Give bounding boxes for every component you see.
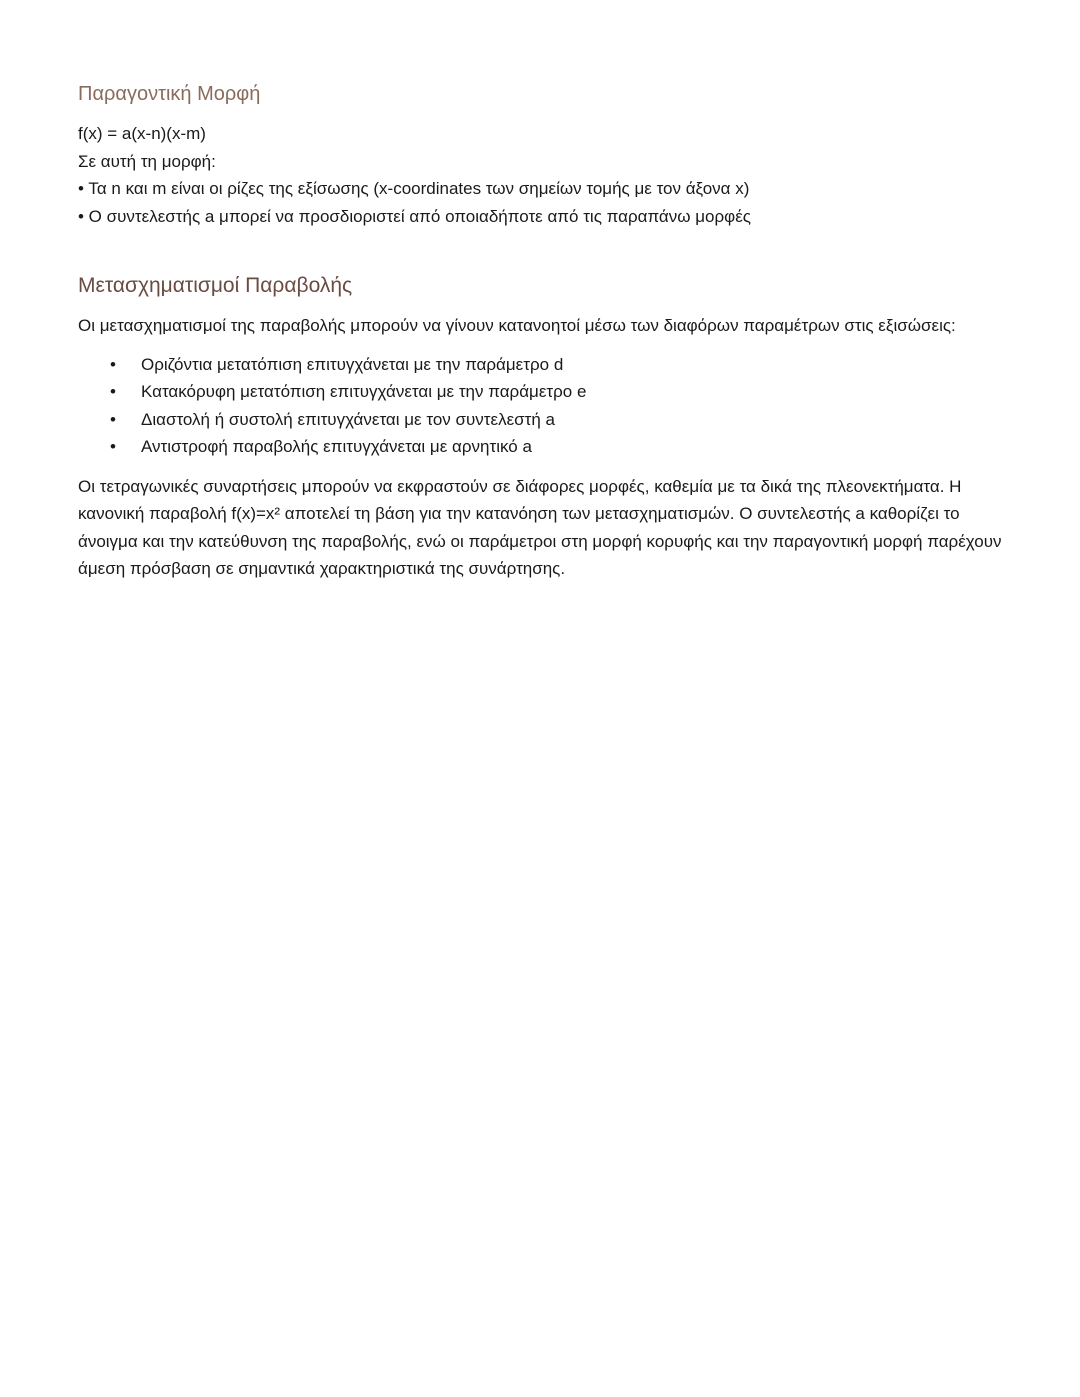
- list-item: [78, 378, 1008, 406]
- factored-form-intro: Σε αυτή τη μορφή:: [78, 151, 216, 171]
- factored-form-formula: f(x) = a(x-n)(x-m): [78, 124, 206, 143]
- list-item: [78, 406, 1008, 434]
- transformations-intro: Οι μετασχηματισμοί της παραβολής μπορούν να γίνουν κατανοητοί μέσω των διαφόρων παραμέτρων στις εξισώσεις:: [78, 316, 956, 335]
- list-item-text: Διαστολή ή συστολή επιτυγχάνεται με τον συντελεστή a: [141, 409, 556, 429]
- bullet-icon: •: [110, 409, 116, 429]
- factored-form-point-roots: • Τα n και m είναι οι ρίζες της εξίσωσης (x-coordinates των σημείων τομής με τον άξονα x): [78, 179, 750, 198]
- bullet-icon: •: [110, 382, 116, 401]
- factored-form-section: [78, 80, 1008, 230]
- list-item-text: Κατακόρυφη μετατόπιση επιτυγχάνεται με την παράμετρο e: [141, 382, 587, 401]
- bullet-icon: •: [110, 437, 116, 456]
- document-page: [78, 78, 1008, 583]
- list-item-text: Αντιστροφή παραβολής επιτυγχάνεται με αρνητικό a: [141, 437, 532, 456]
- list-item-text: Οριζόντια μετατόπιση επιτυγχάνεται με την παράμετρο d: [141, 354, 564, 374]
- bullet-icon: •: [110, 354, 116, 374]
- closing-paragraph: Οι τετραγωνικές συναρτήσεις μπορούν να εκφραστούν σε διάφορες μορφές, καθεμία με τα δικά της πλεονεκτήματα. Η κανονική παραβολή f(x)=x² αποτελεί τη βάση για την κατανόηση των μετασχηματισμών. Ο συντελεστής a καθορίζει το άνοιγμα και την κατεύθυνση της παραβολής, ενώ οι παράμετροι στη μορφή κορυφής και την παραγοντική μορφή παρέχουν άμεση πρόσβαση σε σημαντικά χαρακτηριστικά της συνάρτησης.: [78, 476, 1002, 578]
- factored-form-heading: Παραγοντική Μορφή: [78, 83, 261, 105]
- transformations-list: [78, 351, 1008, 461]
- factored-form-body: [78, 120, 1008, 230]
- transformations-heading: Μετασχηματισμοί Παραβολής: [78, 274, 353, 297]
- transformations-section: [78, 272, 1008, 583]
- list-item: [78, 433, 1008, 461]
- list-item: [78, 351, 1008, 379]
- factored-form-point-coefficient: • Ο συντελεστής a μπορεί να προσδιοριστεί από οποιαδήποτε από τις παραπάνω μορφές: [78, 206, 751, 226]
